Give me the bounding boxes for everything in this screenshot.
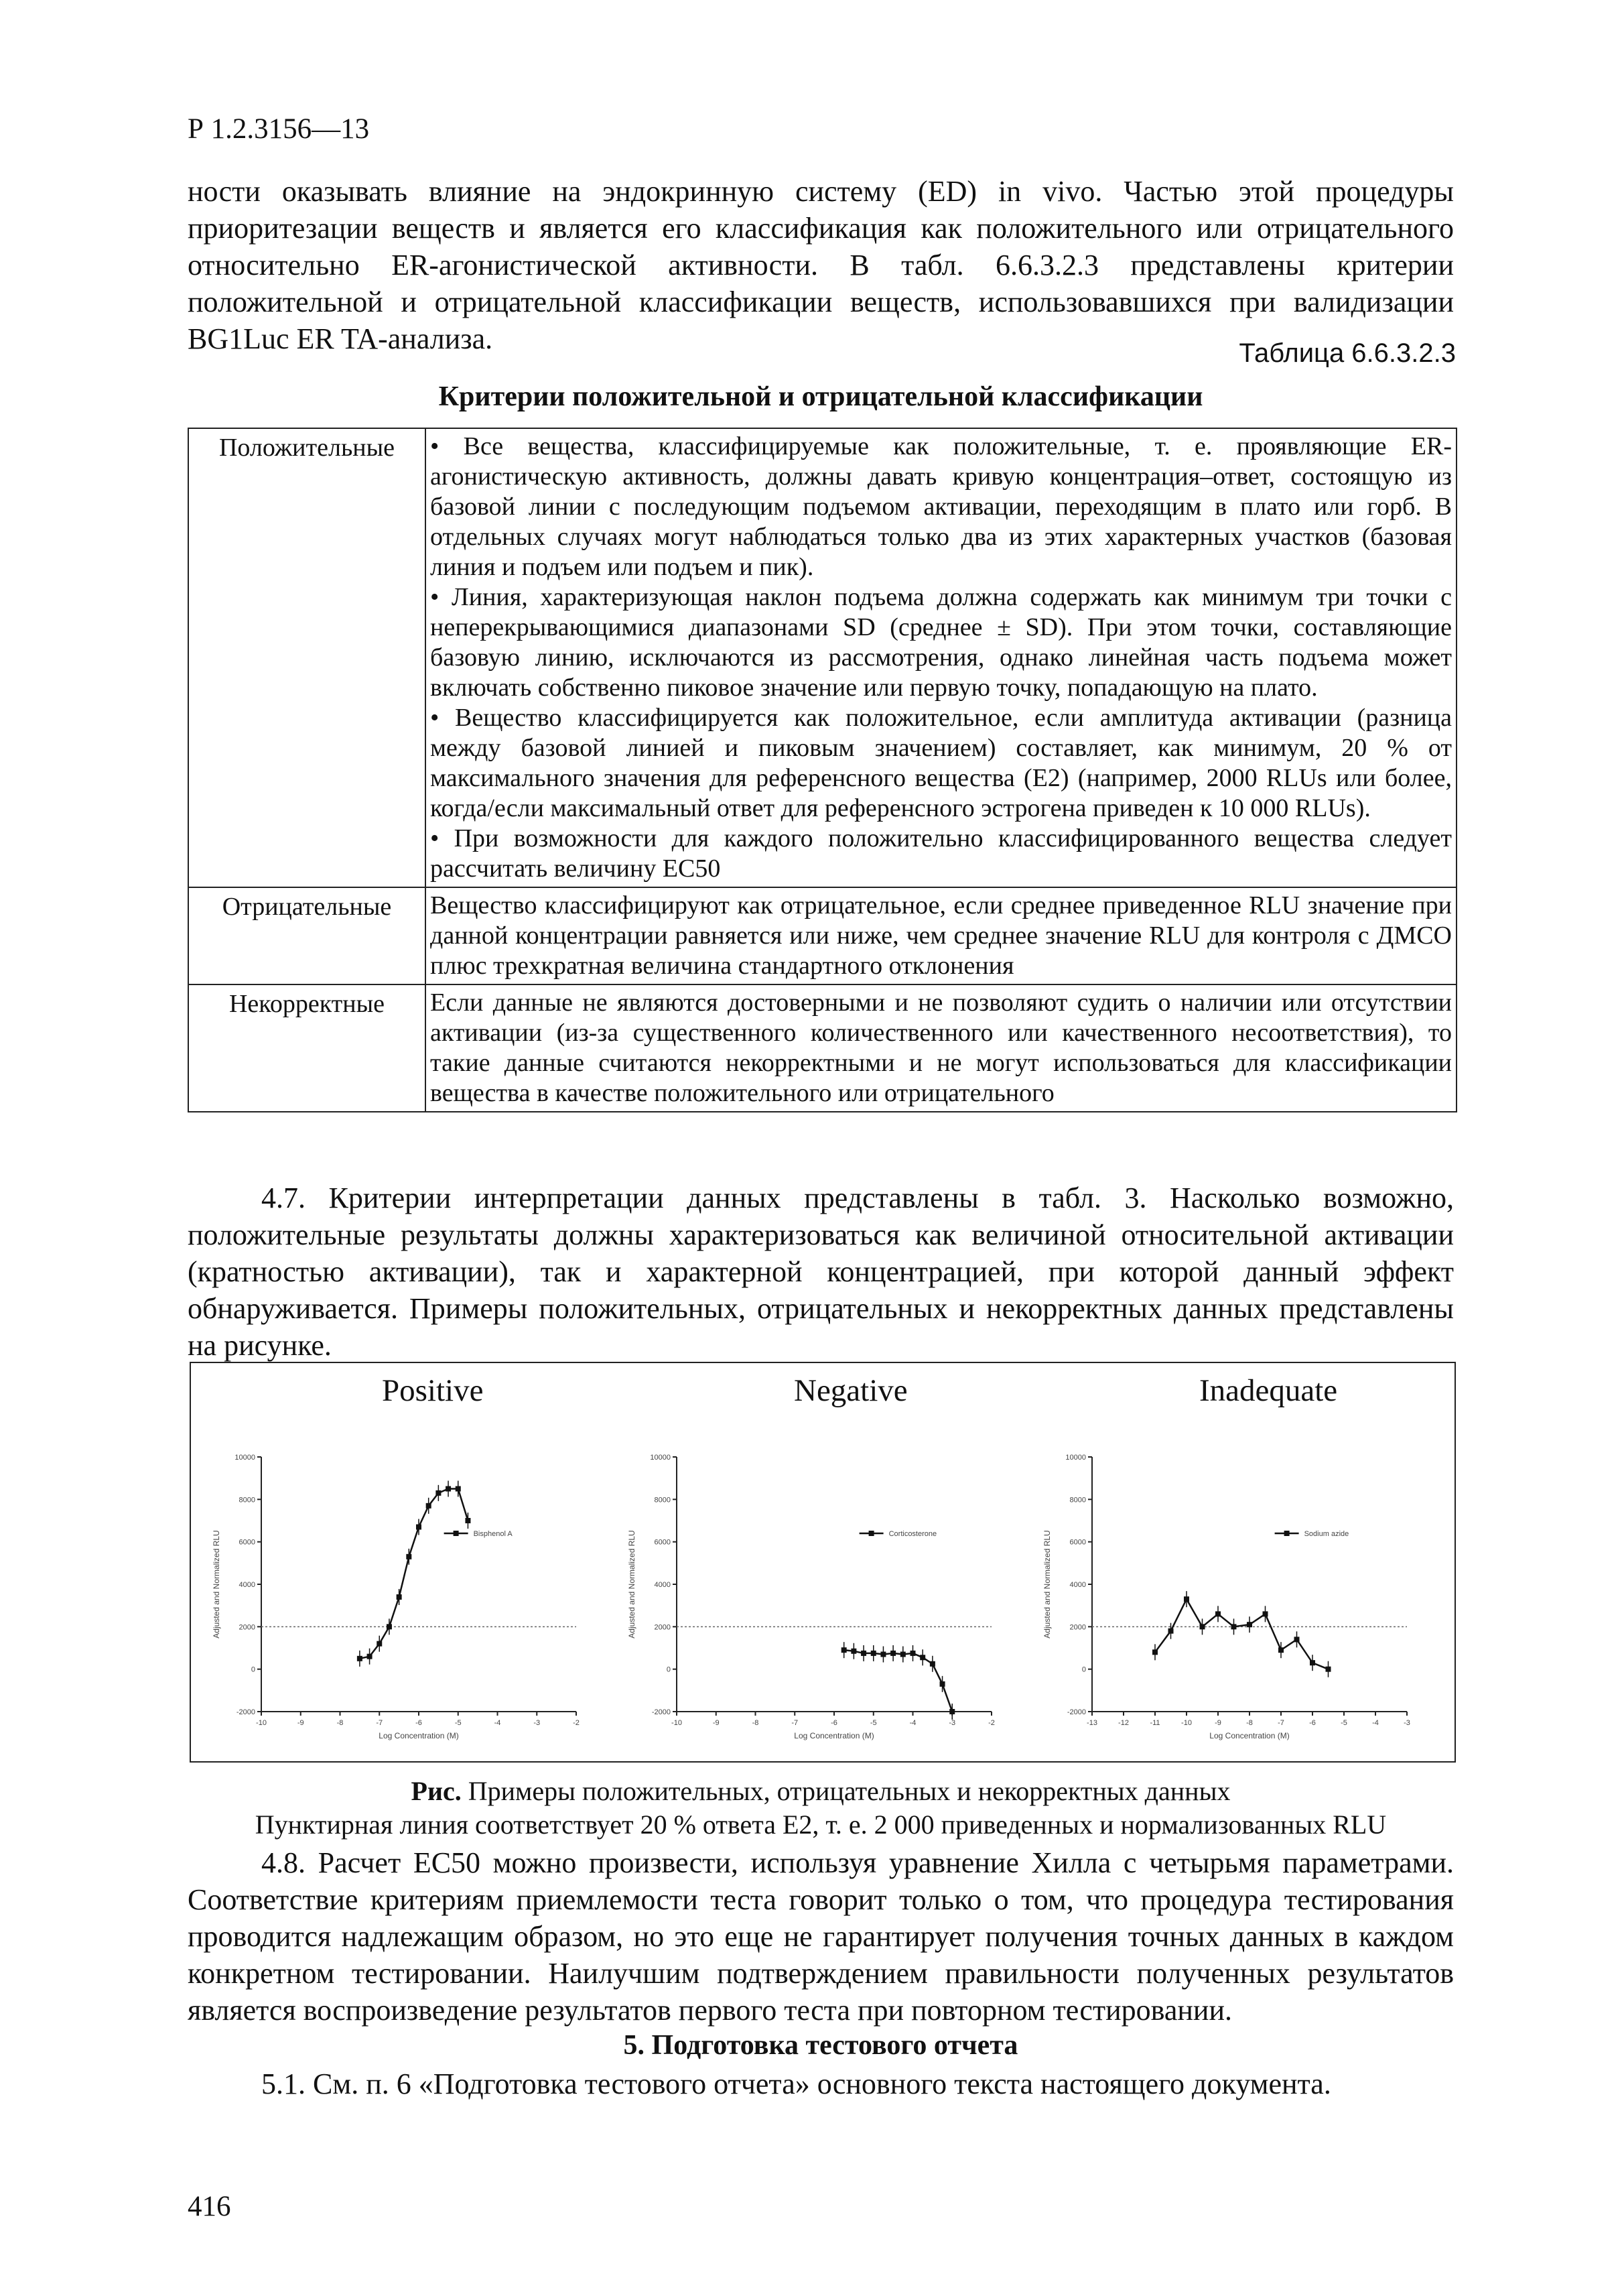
criteria-item: • Все вещества, классифицируемые как положительные, т. е. проявляющие ER-агонистическую активность, должны давать кривую концентрация–ответ, состоящую из базовой линии с последующим подъемом активации, переходящим в плато или горб. В отдельных случаях могут наблюдаться только два из этих характерных участков (базовая линия и подъем или подъем и пик). [430, 432, 1452, 581]
y-tick-label: 2000 [1069, 1623, 1086, 1632]
y-tick-label: 4000 [239, 1581, 255, 1589]
chart-negative [620, 1444, 1028, 1752]
chart-inadequate [1035, 1444, 1444, 1752]
criteria-item: • При возможности для каждого положительно классифицированного вещества следует рассчитать величину ЕС50 [430, 824, 1452, 883]
y-tick-label: 10000 [650, 1454, 671, 1462]
data-point [456, 1486, 461, 1492]
data-point [1168, 1629, 1174, 1634]
data-point [1231, 1624, 1237, 1629]
figure-caption [188, 1775, 1454, 1842]
y-tick-label: 2000 [654, 1623, 671, 1632]
criteria-inadequate [425, 984, 1457, 1112]
data-point [465, 1518, 470, 1523]
x-axis-label: Log Concentration (M) [379, 1731, 459, 1740]
y-tick-label: 10000 [234, 1454, 255, 1462]
legend-marker [454, 1531, 459, 1536]
x-tick-label: -10 [671, 1719, 682, 1727]
criteria-item: • Вещество классифицируется как положительное, если амплитуда активации (разница между базовой линией и пиковым значением) составляет, как минимум, 20 % от максимального значения для референсного вещества (Е2) (например, 2000 RLUs или более, когда/если максимальный ответ для референсного эстрогена приведен к 10 000 RLUs). [430, 704, 1452, 822]
x-tick-label: -5 [870, 1719, 877, 1727]
data-point [930, 1661, 935, 1667]
legend-marker [1284, 1531, 1290, 1536]
category-inadequate: Некорректные [188, 984, 425, 1112]
chart-title-negative: Negative [794, 1373, 908, 1408]
data-point [1152, 1649, 1158, 1655]
x-axis-label: Log Concentration (M) [1209, 1731, 1290, 1740]
data-point [880, 1652, 886, 1657]
chart-positive [204, 1444, 613, 1752]
data-point [1294, 1637, 1300, 1642]
data-point [900, 1652, 906, 1657]
x-tick-label: -8 [1246, 1719, 1253, 1727]
x-tick-label: -3 [1404, 1719, 1410, 1727]
data-point [1200, 1624, 1205, 1629]
table-row-positive [188, 428, 1457, 887]
chart-title-inadequate: Inadequate [1199, 1373, 1338, 1408]
caption-lead: Рис. [411, 1776, 462, 1806]
data-point [841, 1647, 847, 1653]
y-tick-label: 10000 [1065, 1454, 1086, 1462]
y-tick-label: 0 [666, 1665, 671, 1674]
y-axis-label: Adjusted and Normalized RLU [1042, 1530, 1052, 1639]
x-axis-label: Log Concentration (M) [794, 1731, 874, 1740]
x-tick-label: -3 [533, 1719, 541, 1727]
legend-marker [869, 1531, 874, 1536]
data-point [1184, 1596, 1189, 1602]
intro-paragraph: ности оказывать влияние на эндокринную систему (ED) in vivo. Частью этой процедуры приоритезации веществ и является его классификация как положительного или отрицательного относительно ER-агонистической активности. В табл. 6.6.3.2.3 представлены критерии положительной и отрицательной классификации веществ, использовавшихся при валидизации BG1Luc ER TA-анализа. [188, 175, 1454, 355]
data-point [446, 1486, 451, 1492]
y-tick-label: 4000 [1069, 1581, 1086, 1589]
x-tick-label: -4 [1372, 1719, 1379, 1727]
data-point [387, 1624, 392, 1629]
y-tick-label: 6000 [239, 1538, 255, 1547]
x-tick-label: -4 [909, 1719, 917, 1727]
caption-line-1: Примеры положительных, отрицательных и некорректных данных [461, 1776, 1231, 1806]
x-tick-label: -9 [297, 1719, 304, 1727]
y-tick-label: 0 [1081, 1665, 1086, 1674]
data-point [871, 1651, 876, 1656]
table-label: Таблица 6.6.3.2.3 [1239, 338, 1456, 368]
x-tick-label: -8 [752, 1719, 759, 1727]
y-tick-label: 4000 [654, 1581, 671, 1589]
x-tick-label: -2 [988, 1719, 995, 1727]
y-tick-label: 6000 [654, 1538, 671, 1547]
criteria-positive [425, 428, 1457, 887]
table-title: Критерии положительной и отрицательной классификации [438, 381, 1203, 412]
y-axis-label: Adjusted and Normalized RLU [627, 1530, 636, 1639]
series-line [1155, 1599, 1329, 1669]
figure-charts [190, 1362, 1456, 1763]
y-tick-label: 2000 [239, 1623, 255, 1632]
y-tick-label: 0 [251, 1665, 255, 1674]
x-tick-label: -10 [1181, 1719, 1192, 1727]
paragraph-4-8: 4.8. Расчет ЕС50 можно произвести, используя уравнение Хилла с четырьмя параметрами. Соответствие критериям приемлемости теста говорит только о том, что процедура тестирования проводится надлежащим образом, но это еще не гарантирует получения точных данных в каждом конкретном тестировании. Наилучшим подтверждением правильности полученных результатов является воспроизведение результатов первого теста при повторном тестировании. [188, 1846, 1454, 2027]
section-5-title: 5. Подготовка тестового отчета [623, 2030, 1018, 2061]
x-tick-label: -8 [336, 1719, 344, 1727]
y-tick-label: 8000 [654, 1496, 671, 1505]
x-tick-label: -9 [712, 1719, 720, 1727]
legend-label: Corticosterone [888, 1530, 937, 1538]
paragraph-5-1: 5.1. См. п. 6 «Подготовка тестового отчета» основного текста настоящего документа. [261, 2067, 1331, 2100]
data-point [397, 1594, 402, 1600]
data-point [367, 1654, 373, 1659]
y-tick-label: -2000 [651, 1708, 671, 1716]
data-point [406, 1554, 411, 1559]
x-tick-label: -5 [454, 1719, 462, 1727]
series-line [360, 1489, 468, 1659]
x-tick-label: -13 [1087, 1719, 1097, 1727]
page-number: 416 [188, 2191, 231, 2222]
x-tick-label: -10 [256, 1719, 267, 1727]
x-tick-label: -7 [1278, 1719, 1284, 1727]
criteria-negative [425, 887, 1457, 984]
data-point [890, 1651, 896, 1656]
data-point [851, 1649, 856, 1654]
data-point [1247, 1622, 1252, 1627]
data-point [1310, 1660, 1315, 1665]
y-tick-label: -2000 [1067, 1708, 1086, 1716]
criteria-item: Вещество классифицируют как отрицательное, если среднее приведенное RLU значение при данной концентрации равняется или ниже, чем среднее значение RLU для контроля с ДМСО плюс трехкратная величина стандартного отклонения [430, 891, 1452, 980]
x-tick-label: -6 [1309, 1719, 1316, 1727]
category-positive: Положительные [188, 428, 425, 887]
y-tick-label: 8000 [239, 1496, 255, 1505]
data-point [910, 1651, 916, 1656]
x-tick-label: -12 [1118, 1719, 1129, 1727]
criteria-item: • Линия, характеризующая наклон подъема должна содержать как минимум три точки с неперекрывающимися диапазонами SD (среднее ± SD). При этом точки, составляющие базовую линию, исключаются из рассмотрения, однако линейная часть подъема может включать собственно пиковое значение или первую точку, попадающую на плато. [430, 583, 1452, 702]
x-tick-label: -7 [376, 1719, 383, 1727]
legend-label: Bisphenol A [473, 1530, 513, 1538]
data-point [426, 1503, 431, 1509]
y-tick-label: 6000 [1069, 1538, 1086, 1547]
x-tick-label: -6 [831, 1719, 837, 1727]
x-tick-label: -5 [1341, 1719, 1347, 1727]
legend-label: Sodium azide [1304, 1530, 1349, 1538]
category-negative: Отрицательные [188, 887, 425, 984]
paragraph-4-7: 4.7. Критерии интерпретации данных представлены в табл. 3. Насколько возможно, положительные результаты должны характеризоваться как величиной относительной активации (кратностью активации), так и характерной концентрацией, при которой данный эффект обнаруживается. Примеры положительных, отрицательных и некорректных данных представлены на рисунке. [188, 1182, 1454, 1362]
x-tick-label: -4 [494, 1719, 501, 1727]
data-point [1326, 1667, 1331, 1672]
criteria-item: Если данные не являются достоверными и не позволяют судить о наличии или отсутствии активации (из-за существенного количественного или качественного несоответствия), то такие данные считаются некорректными и не могут использоваться для классификации вещества в качестве положительного или отрицательного [430, 988, 1452, 1107]
data-point [1278, 1647, 1284, 1653]
y-tick-label: 8000 [1069, 1496, 1086, 1505]
data-point [416, 1525, 421, 1530]
x-tick-label: -6 [415, 1719, 422, 1727]
data-point [949, 1709, 955, 1714]
x-tick-label: -3 [949, 1719, 956, 1727]
data-point [861, 1651, 866, 1656]
data-point [1263, 1611, 1268, 1616]
data-point [1215, 1611, 1221, 1616]
table-row-negative [188, 887, 1457, 984]
x-tick-label: -11 [1150, 1719, 1160, 1727]
x-tick-label: -9 [1215, 1719, 1221, 1727]
criteria-table [188, 428, 1457, 1112]
series-line [844, 1650, 953, 1712]
x-tick-label: -7 [791, 1719, 799, 1727]
y-axis-label: Adjusted and Normalized RLU [212, 1530, 221, 1639]
data-point [435, 1490, 441, 1496]
data-point [940, 1681, 945, 1687]
data-point [357, 1656, 362, 1661]
data-point [920, 1655, 925, 1660]
chart-title-positive: Positive [382, 1373, 484, 1408]
caption-line-2: Пунктирная линия соответствует 20 % ответа Е2, т. е. 2 000 приведенных и нормализованных RLU [255, 1809, 1387, 1840]
document-number: Р 1.2.3156—13 [188, 113, 370, 145]
y-tick-label: -2000 [236, 1708, 255, 1716]
x-tick-label: -2 [573, 1719, 580, 1727]
data-point [377, 1641, 382, 1647]
table-row-inadequate [188, 984, 1457, 1112]
